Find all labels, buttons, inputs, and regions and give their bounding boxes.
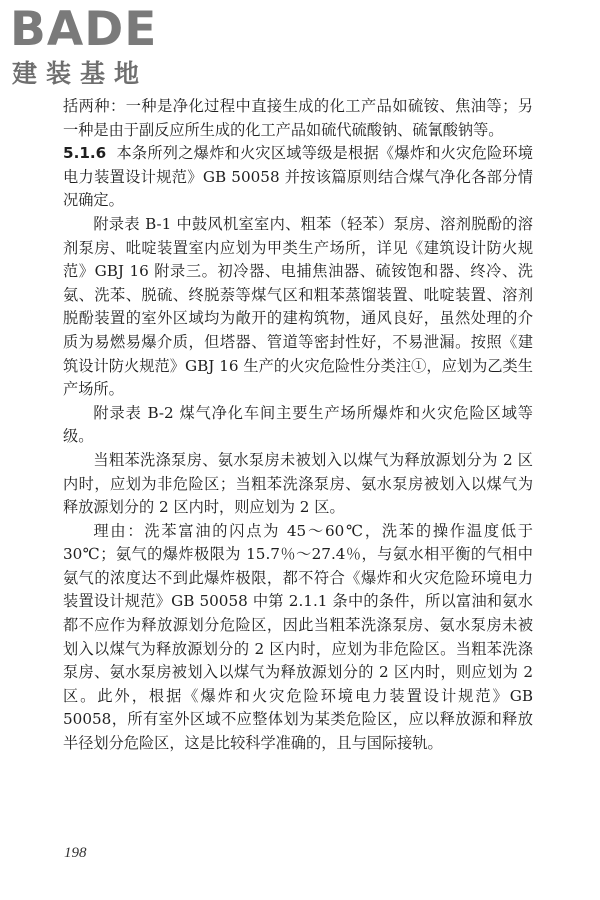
paragraph-pump-rooms: 当粗苯洗涤泵房、氨水泵房未被划入以煤气为释放源划分为 2 区内时，应划为非危险区；当粗苯洗涤泵房、氨水泵房被划入以煤气为释放源划分的 2 区内时，则应划为 2 区。 (63, 450, 533, 517)
bade-logo (10, 2, 180, 90)
section-5-1-6-paragraph (63, 142, 533, 213)
paragraph-table-b2: 附录表 B-2 煤气净化车间主要生产场所爆炸和火灾危险区域等级。 (63, 403, 533, 446)
paragraph-continuation: 括两种：一种是净化过程中直接生成的化工产品如硫铵、焦油等；另一种是由于副反应所生成的化工产品如硫代硫酸钠、硫氰酸钠等。 (63, 97, 533, 139)
paragraph-reason: 理由：洗苯富油的闪点为 45～60℃，洗苯的操作温度低于 30℃；氨气的爆炸极限为 15.7％～27.4％，与氨水相平衡的气相中氨气的浓度达不到此爆炸极限，都不符合《爆炸和火灾危险环境电力装置设计规范》GB 50058 中第 2.1.1 条中的条件，所以富油和氨水都不应作为释放源划分危险区，因此当粗苯洗涤泵房、氨水泵房未被划入以煤气为释放源划分的 2 区内时，应划为非危险区。当粗苯洗涤泵房、氨水泵房被划入以煤气为释放源划分的 2 区内时，则应划为 2 区。此外，根据《爆炸和火灾危险环境电力装置设计规范》GB 50058，所有室外区域不应整体划为某类危险区，应以释放源和释放半径划分危险区，这是比较科学准确的，且与国际接轨。 (63, 521, 533, 753)
section-5-1-6-text: 本条所列之爆炸和火灾区域等级是根据《爆炸和火灾危险环境电力装置设计规范》GB 50058 并按该篇原则结合煤气净化各部分情况确定。 (63, 144, 533, 210)
paragraph-table-b1: 附录表 B-1 中鼓风机室室内、粗苯（轻苯）泵房、溶剂脱酚的溶剂泵房、吡啶装置室内应划为甲类生产场所，详见《建筑设计防火规范》GBJ 16 附录三。初冷器、电捕焦油器、硫铵饱和器、终冷、洗氨、洗苯、脱硫、终脱萘等煤气区和粗苯蒸馏装置、吡啶装置、溶剂脱酚装置的室外区域均为敞开的建构筑物，通风良好，虽然处理的介质为易燃易爆介质，但塔器、管道等密封性好，不易泄漏。按照《建筑设计防火规范》GBJ 16 生产的火灾危险性分类注①，应划为乙类生产场所。 (63, 214, 533, 399)
page-number: 198 (64, 845, 87, 861)
logo-wordmark: BADE (10, 2, 158, 57)
document-body (63, 95, 533, 756)
logo-subtitle: 建装基地 (12, 59, 149, 88)
section-number: 5.1.6 (63, 144, 107, 163)
